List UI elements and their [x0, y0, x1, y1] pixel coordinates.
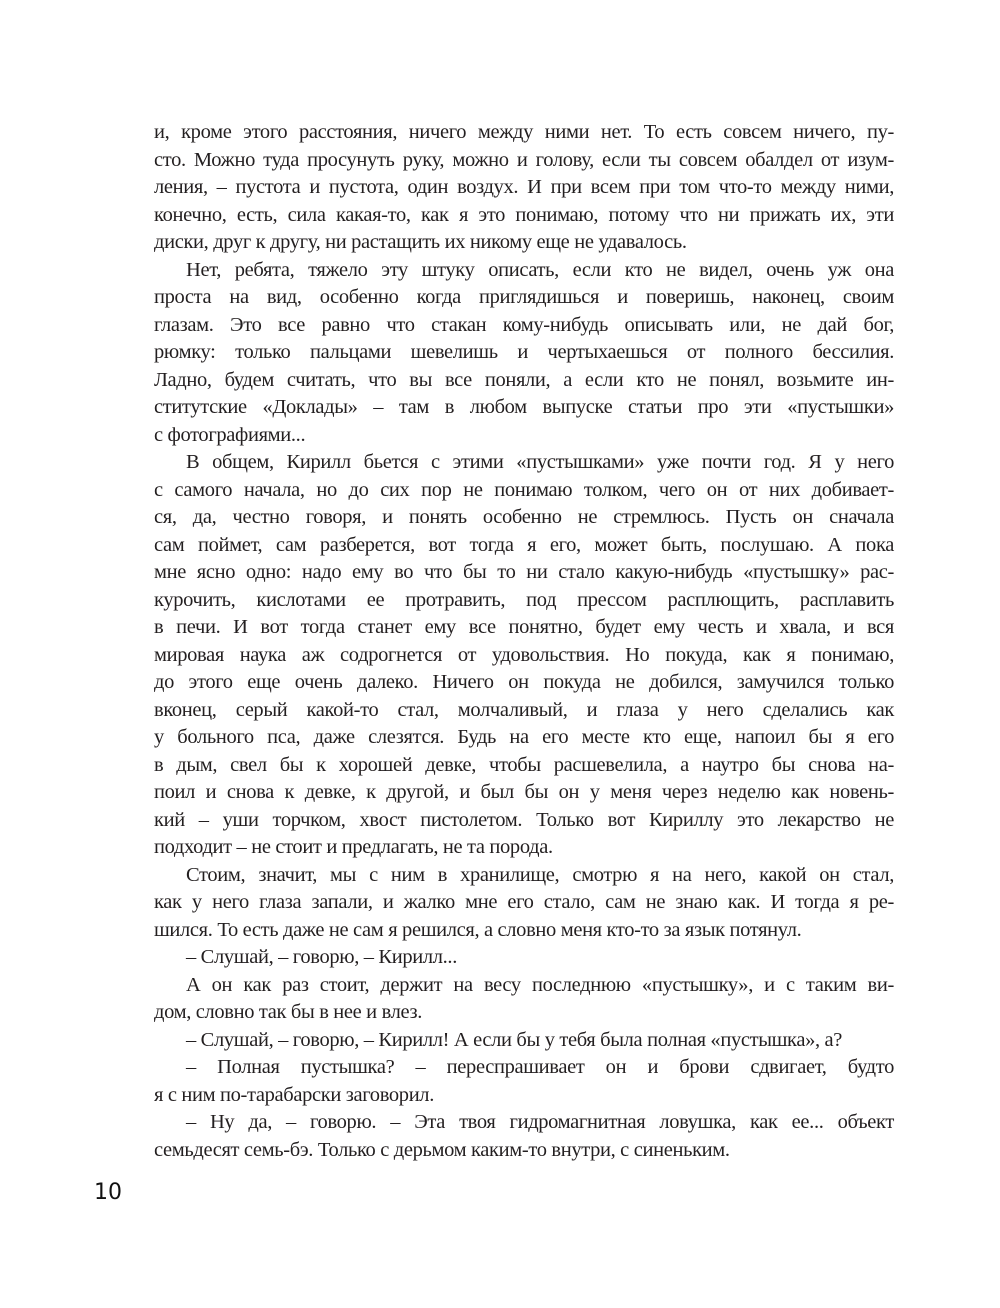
paragraph	[154, 1027, 894, 1055]
paragraph	[154, 257, 894, 450]
text-line: до этого еще очень далеко. Ничего он покуда не добился, замучился только	[154, 671, 894, 693]
text-line: ся, да, честно говоря, и понять особенно не стремлюсь. Пусть он сначала	[154, 506, 894, 528]
text-line: в дым, свел бы к хорошей девке, чтобы расшевелила, а наутро бы снова на-	[154, 753, 894, 776]
text-line: Нет, ребята, тяжело эту штуку описать, если кто не видел, очень уж она	[186, 258, 894, 281]
text-line: глазам. Это все равно что стакан кому-нибудь описывать или, не дай бог,	[154, 313, 894, 336]
text-line: – Полная пустышка? – переспрашивает он и брови сдвигает, будто	[186, 1056, 894, 1078]
text-line: сто. Можно туда просунуть руку, можно и голову, если ты совсем обалдел от изум-	[154, 148, 894, 171]
text-line: Стоим, значит, мы с ним в хранилище, смотрю я на него, какой он стал,	[186, 863, 894, 886]
paragraph	[154, 119, 894, 257]
text-line: А он как раз стоит, держит на весу последнюю «пустышку», и с таким ви-	[186, 973, 894, 996]
paragraph	[154, 1054, 894, 1109]
text-line: и, кроме этого расстояния, ничего между ними нет. То есть совсем ничего, пу-	[154, 121, 894, 143]
paragraph	[154, 449, 894, 862]
text-line: как у него глаза запали, и жалко мне его стало, сам не знаю как. И тогда я ре-	[154, 891, 894, 913]
text-line: – Слушай, – говорю, – Кирилл! А если бы у тебя была полная «пустышка», а?	[186, 1028, 843, 1051]
paragraph	[154, 944, 894, 972]
text-line: конечно, есть, сила какая-то, как я это понимаю, потому что ни прижать их, эти	[154, 203, 894, 226]
text-line: вконец, серый какой-то стал, молчаливый, и глаза у него сделались как	[154, 698, 894, 721]
text-line: Ладно, будем считать, что вы все поняли, а если кто не понял, возьмите ин-	[154, 368, 894, 391]
paragraph	[154, 972, 894, 1027]
text-line: рюмку: только пальцами шевелишь и чертыхаешься от полного бессилия.	[154, 341, 894, 363]
text-line: подходит – не стоит и предлагать, не та порода.	[154, 836, 553, 858]
text-line: диски, друг к другу, ни растащить их никому еще не удавалось.	[154, 231, 687, 253]
text-line: сам поймет, сам разберется, вот тогда я его, может быть, послушаю. А пока	[154, 533, 894, 556]
text-line: В общем, Кирилл бьется с этими «пустышками» уже почти год. Я у него	[186, 451, 894, 473]
text-line: с самого начала, но до сих пор не понимаю толком, чего он от них добивает-	[154, 478, 894, 501]
text-line: курочить, кислотами ее протравить, под прессом расплющить, расплавить	[154, 588, 894, 611]
text-line: я с ним по-тарабарски заговорил.	[154, 1083, 434, 1106]
text-line: мировая наука аж содрогнется от удовольствия. Но покуда, как я понимаю,	[154, 643, 894, 666]
paragraph	[154, 862, 894, 945]
text-line: у больного пса, даже слезятся. Будь на его месте кто еще, напоил бы я его	[154, 726, 894, 748]
text-line: шился. То есть даже не сам я решился, а словно меня кто-то за язык потянул.	[154, 918, 802, 941]
text-line: мне ясно одно: надо ему во что бы то ни стало какую-нибудь «пустышку» рас-	[154, 561, 894, 583]
text-line: – Слушай, – говорю, – Кирилл...	[186, 946, 457, 968]
text-line: поил и снова к девке, к другой, и был бы он у меня через неделю как новень-	[154, 781, 894, 803]
text-line: кий – уши торчком, хвост пистолетом. Только вот Кириллу это лекарство не	[154, 808, 894, 831]
text-line: в печи. И вот тогда станет ему все понятно, будет ему честь и хвала, и вся	[154, 616, 894, 638]
text-line: семьдесят семь-бэ. Только с дерьмом каким-то внутри, с синеньким.	[154, 1138, 730, 1161]
page-number: 10	[94, 1180, 122, 1205]
text-line: дом, словно так бы в нее и влез.	[154, 1001, 423, 1023]
text-line: проста на вид, особенно когда приглядишься и поверишь, наконец, своим	[154, 286, 894, 308]
paragraph	[154, 1109, 894, 1164]
text-line: – Ну да, – говорю. – Эта твоя гидромагнитная ловушка, как ее... объект	[186, 1111, 894, 1133]
body-text	[154, 119, 894, 1164]
text-line: ститутские «Доклады» – там в любом выпуске статьи про эти «пустышки»	[154, 396, 894, 418]
text-line: с фотографиями...	[154, 423, 306, 446]
text-line: ления, – пустота и пустота, один воздух. И при всем при том что-то между ними,	[154, 176, 894, 198]
